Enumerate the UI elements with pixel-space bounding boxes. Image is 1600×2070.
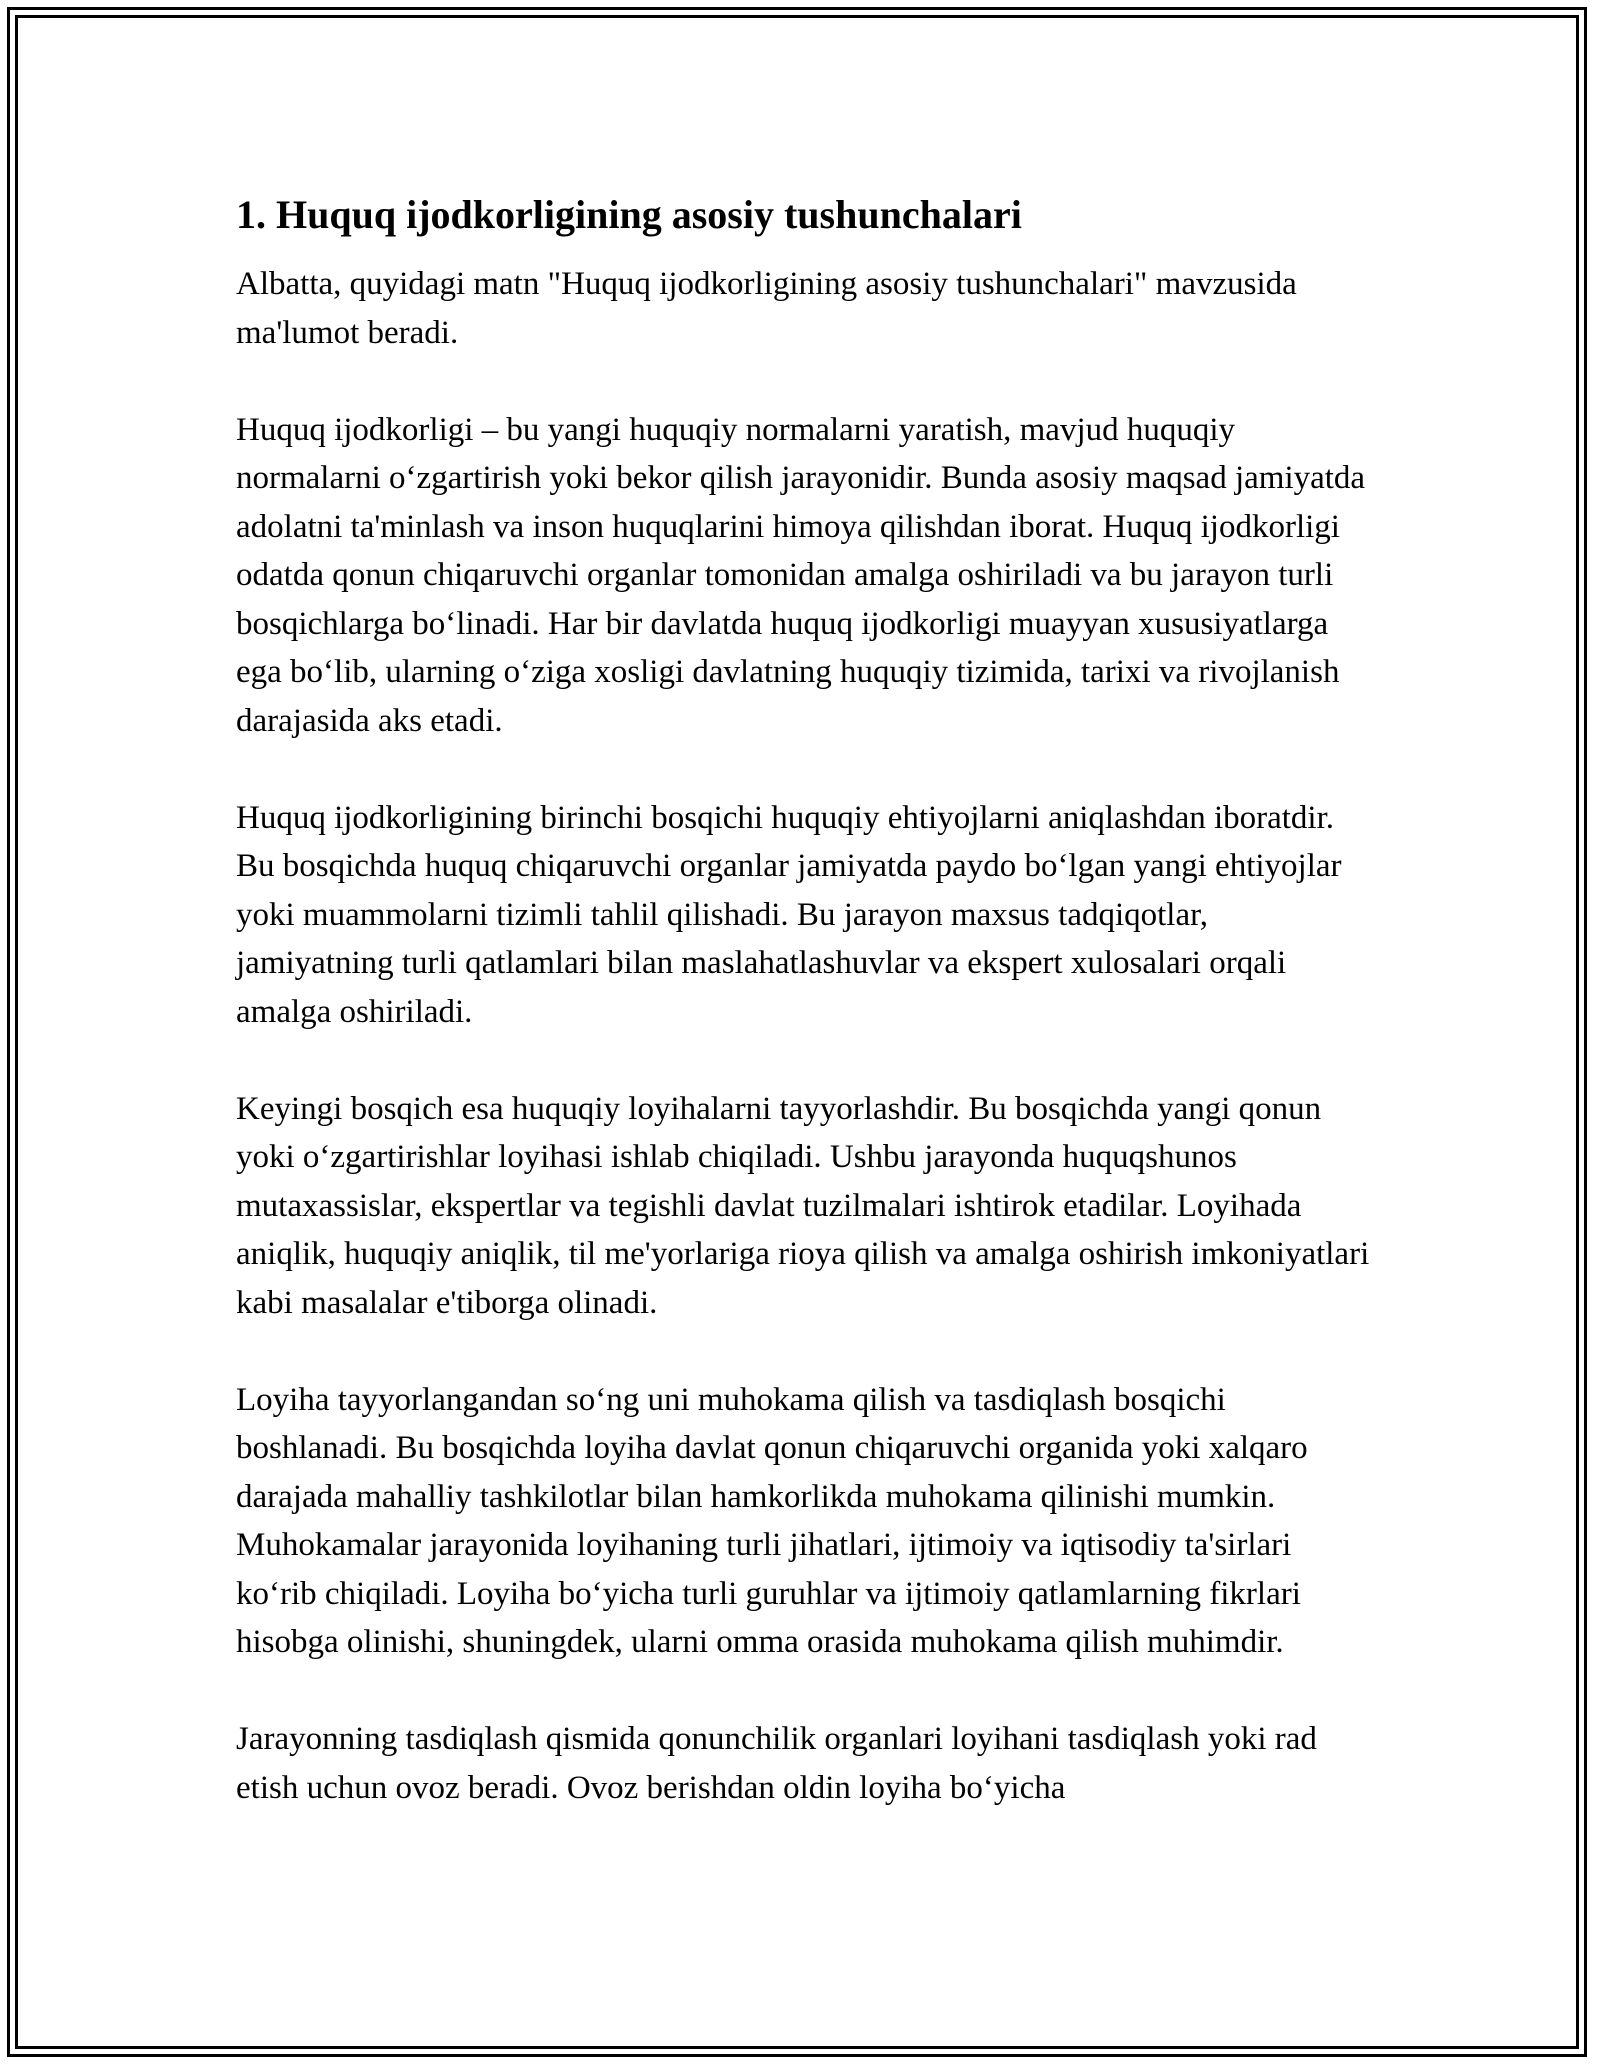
paragraph-definition: Huquq ijodkorligi – bu yangi huquqiy normalarni yaratish, mavjud huquqiy normalarni o‘zgartirish yoki bekor qilish jarayonidir. Bunda asosiy maqsad jamiyatda adolatni ta'minlash va inson huquqlarini himoya qilishdan iborat. Huquq ijodkorligi odatda qonun chiqaruvchi organlar tomonidan amalga oshiriladi va bu jarayon turli bosqichlarga bo‘linadi. Har bir davlatda huquq ijodkorligi muayyan xususiyatlarga ega bo‘lib, ularning o‘ziga xosligi davlatning huquqiy tizimida, tarixi va rivojlanish darajasida aks etadi. [236, 411, 1366, 739]
paragraph-drafting-stage: Keyingi bosqich esa huquqiy loyihalarni tayyorlashdir. Bu bosqichda yangi qonun yoki o‘zgartirishlar loyihasi ishlab chiqiladi. Ushbu jarayonda huquqshunos mutaxassislar, ekspertlar va tegishli davlat tuzilmalari ishtirok etadilar. Loyihada aniqlik, huquqiy aniqlik, til me'yorlariga rioya qilish va amalga oshirish imkoniyatlari kabi masalalar e'tiborga olinadi. [236, 1090, 1370, 1321]
paragraph-discussion-stage: Loyiha tayyorlangandan so‘ng uni muhokama qilish va tasdiqlash bosqichi boshlanadi. Bu bosqichda loyiha davlat qonun chiqaruvchi organida yoki xalqaro darajada mahalliy tashkilotlar bilan hamkorlikda muhokama qilinishi mumkin. Muhokamalar jarayonida loyihaning turli jihatlari, ijtimoiy va iqtisodiy ta'sirlari ko‘rib chiqiladi. Loyiha bo‘yicha turli guruhlar va ijtimoiy qatlamlarning fikrlari hisobga olinishi, shuningdek, ularni omma orasida muhokama qilish muhimdir. [236, 1381, 1308, 1660]
document-body [236, 188, 1371, 1812]
paragraph-approval-stage: Jarayonning tasdiqlash qismida qonunchilik organlari loyihani tasdiqlash yoki rad etish uchun ovoz beradi. Ovoz berishdan oldin loyiha bo‘yicha [236, 1721, 1317, 1806]
document-title: 1. Huquq ijodkorligining asosiy tushunchalari [236, 192, 1022, 237]
paragraph-intro: Albatta, quyidagi matn "Huquq ijodkorligining asosiy tushunchalari" mavzusida ma'lumot beradi. [236, 266, 1297, 351]
paragraph-first-stage: Huquq ijodkorligining birinchi bosqichi huquqiy ehtiyojlarni aniqlashdan iboratdir. Bu bosqichda huquq chiqaruvchi organlar jamiyatda paydo bo‘lgan yangi ehtiyojlar yoki muammolarni tizimli tahlil qilishadi. Bu jarayon maxsus tadqiqotlar, jamiyatning turli qatlamlari bilan maslahatlashuvlar va ekspert xulosalari orqali amalga oshiriladi. [236, 799, 1342, 1030]
